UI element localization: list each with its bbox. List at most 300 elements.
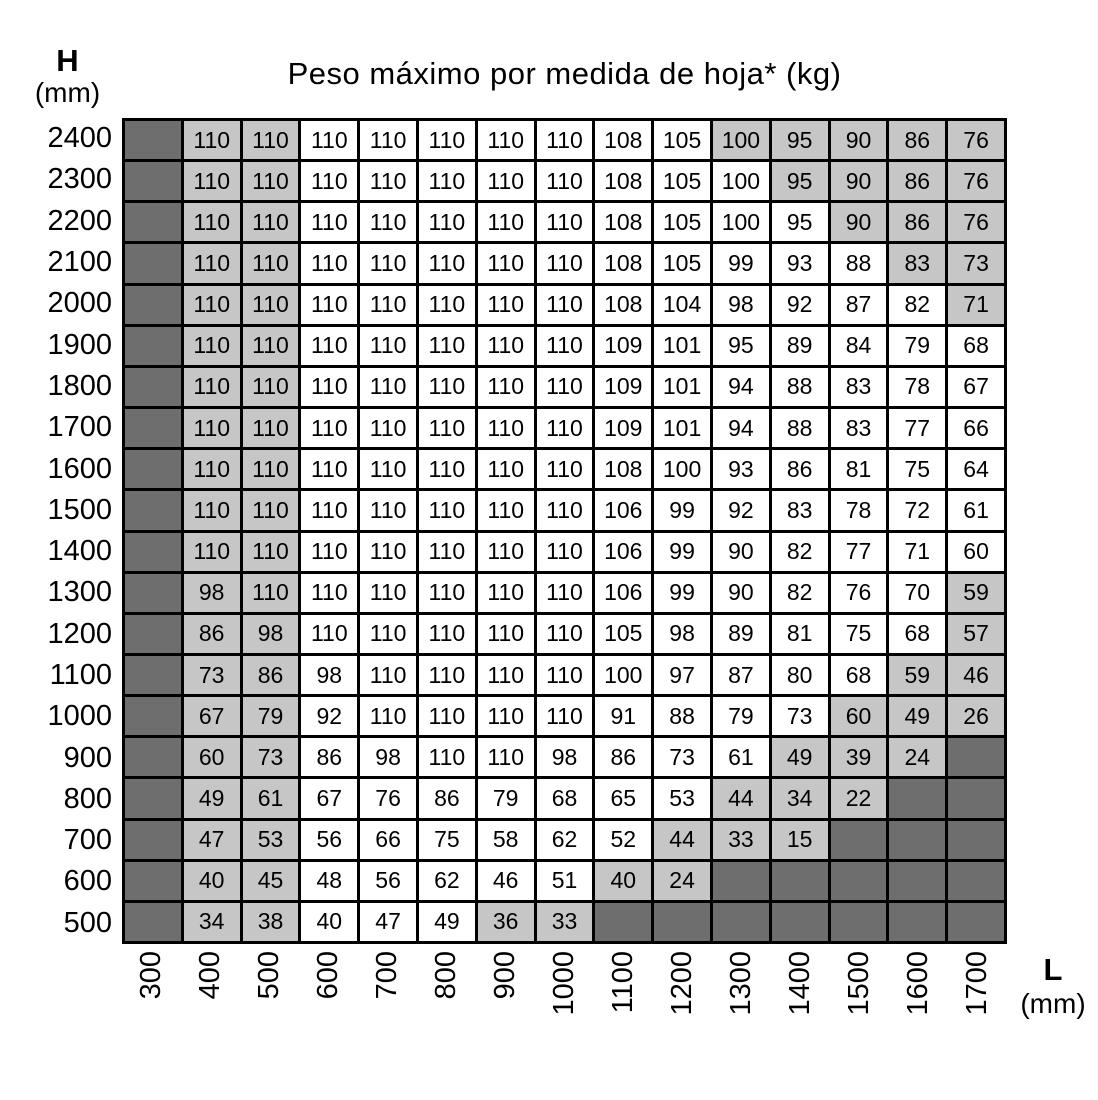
weight-cell: 92 [301, 697, 357, 735]
weight-cell: 110 [419, 327, 475, 365]
weight-cell: 101 [654, 409, 710, 447]
weight-cell: 110 [301, 574, 357, 612]
weight-cell: 109 [595, 368, 651, 406]
weight-cell: 101 [654, 368, 710, 406]
weight-cell: 110 [243, 244, 299, 282]
weight-cell [889, 903, 945, 941]
weight-cell: 47 [184, 821, 240, 859]
weight-cell: 110 [478, 491, 534, 529]
weight-cell: 110 [478, 368, 534, 406]
row-label: 1500 [47, 493, 112, 526]
weight-cell: 109 [595, 327, 651, 365]
weight-cell: 106 [595, 533, 651, 571]
weight-cell: 56 [301, 821, 357, 859]
row-label: 1400 [47, 535, 112, 568]
weight-cell: 98 [713, 286, 769, 324]
weight-cell: 110 [419, 203, 475, 241]
weight-cell: 93 [772, 244, 828, 282]
weight-cell: 110 [360, 244, 416, 282]
row-label: 1900 [47, 328, 112, 361]
weight-cell: 53 [243, 821, 299, 859]
weight-cell: 80 [772, 656, 828, 694]
weight-cell [125, 409, 181, 447]
col-label: 400 [194, 951, 226, 1000]
weight-cell: 110 [360, 697, 416, 735]
weight-cell: 67 [948, 368, 1004, 406]
weight-cell: 79 [713, 697, 769, 735]
weight-cell: 110 [478, 327, 534, 365]
weight-cell: 110 [537, 244, 593, 282]
weight-cell [772, 903, 828, 941]
weight-cell [125, 533, 181, 571]
weight-cell: 110 [478, 615, 534, 653]
weight-cell: 22 [831, 779, 887, 817]
weight-cell: 86 [184, 615, 240, 653]
weight-cell: 110 [360, 286, 416, 324]
weight-cell: 98 [360, 738, 416, 776]
weight-cell: 110 [243, 121, 299, 159]
weight-cell: 53 [654, 779, 710, 817]
weight-cell: 110 [419, 286, 475, 324]
weight-cell: 110 [537, 491, 593, 529]
weight-cell: 110 [301, 450, 357, 488]
weight-cell: 44 [713, 779, 769, 817]
weight-cell: 110 [419, 656, 475, 694]
weight-cell: 110 [419, 533, 475, 571]
row-label: 2100 [47, 246, 112, 279]
row-label: 1200 [47, 617, 112, 650]
weight-cell [125, 738, 181, 776]
weight-cell: 89 [772, 327, 828, 365]
weight-cell: 62 [537, 821, 593, 859]
weight-cell: 100 [713, 121, 769, 159]
weight-cell: 110 [478, 697, 534, 735]
weight-cell: 110 [537, 574, 593, 612]
weight-cell: 110 [478, 574, 534, 612]
weight-cell: 110 [184, 491, 240, 529]
weight-cell: 99 [713, 244, 769, 282]
weight-cell [125, 615, 181, 653]
weight-cell: 76 [948, 162, 1004, 200]
weight-cell [595, 903, 651, 941]
weight-cell: 68 [537, 779, 593, 817]
weight-cell [125, 697, 181, 735]
weight-cell: 110 [184, 121, 240, 159]
col-label: 300 [135, 951, 167, 1000]
weight-cell: 77 [889, 409, 945, 447]
weight-cell: 105 [654, 203, 710, 241]
weight-cell: 24 [889, 738, 945, 776]
weight-cell [125, 244, 181, 282]
weight-cell: 71 [889, 533, 945, 571]
weight-cell [772, 862, 828, 900]
weight-cell: 94 [713, 368, 769, 406]
row-label: 1600 [47, 452, 112, 485]
weight-cell: 110 [184, 533, 240, 571]
weight-cell: 90 [713, 574, 769, 612]
weight-cell: 76 [360, 779, 416, 817]
weight-cell: 75 [419, 821, 475, 859]
weight-cell: 110 [419, 368, 475, 406]
weight-cell: 73 [772, 697, 828, 735]
weight-cell: 92 [772, 286, 828, 324]
x-axis-title [1008, 952, 1098, 1020]
weight-cell: 110 [243, 327, 299, 365]
weight-cell: 60 [184, 738, 240, 776]
weight-cell [889, 862, 945, 900]
col-labels [122, 951, 1007, 1061]
weight-cell: 110 [478, 533, 534, 571]
weight-cell: 110 [537, 409, 593, 447]
chart-title: Peso máximo por medida de hoja* (kg) [287, 56, 842, 91]
row-label: 1300 [47, 576, 112, 609]
weight-cell: 110 [243, 450, 299, 488]
weight-cell: 68 [889, 615, 945, 653]
weight-cell [125, 368, 181, 406]
weight-cell: 68 [831, 656, 887, 694]
row-label: 600 [63, 865, 112, 898]
weight-cell: 95 [772, 162, 828, 200]
col-label: 1100 [607, 951, 639, 1014]
weight-cell: 58 [478, 821, 534, 859]
weight-cell: 108 [595, 450, 651, 488]
weight-cell: 110 [537, 533, 593, 571]
weight-cell [125, 286, 181, 324]
weight-cell: 92 [713, 491, 769, 529]
weight-cell [831, 903, 887, 941]
weight-cell: 110 [537, 162, 593, 200]
weight-cell: 86 [889, 203, 945, 241]
weight-cell: 110 [419, 574, 475, 612]
row-labels [0, 118, 112, 944]
weight-cell: 110 [360, 368, 416, 406]
col-label: 1300 [725, 951, 757, 1016]
weight-cell: 90 [713, 533, 769, 571]
row-label: 900 [63, 741, 112, 774]
weight-cell: 73 [948, 244, 1004, 282]
weight-cell: 105 [654, 244, 710, 282]
weight-cell: 48 [301, 862, 357, 900]
weight-cell: 65 [595, 779, 651, 817]
weight-cell: 49 [772, 738, 828, 776]
weight-cell: 110 [301, 203, 357, 241]
weight-cell [889, 779, 945, 817]
weight-cell: 52 [595, 821, 651, 859]
weight-cell: 36 [478, 903, 534, 941]
weight-cell: 59 [889, 656, 945, 694]
weight-cell: 110 [301, 368, 357, 406]
weight-cell: 34 [772, 779, 828, 817]
weight-cell: 110 [243, 203, 299, 241]
weight-cell: 110 [184, 203, 240, 241]
weight-cell [889, 821, 945, 859]
weight-cell [125, 574, 181, 612]
weight-cell: 49 [184, 779, 240, 817]
weight-cell: 88 [654, 697, 710, 735]
weight-cell: 110 [360, 121, 416, 159]
weight-cell: 110 [184, 244, 240, 282]
weight-cell: 110 [419, 615, 475, 653]
col-label: 600 [312, 951, 344, 1000]
weight-cell: 108 [595, 244, 651, 282]
weight-cell: 110 [478, 162, 534, 200]
weight-cell: 110 [537, 450, 593, 488]
weight-grid [122, 118, 1007, 944]
weight-cell: 110 [478, 286, 534, 324]
weight-cell: 110 [360, 615, 416, 653]
weight-cell [948, 779, 1004, 817]
weight-cell: 110 [184, 409, 240, 447]
weight-cell: 110 [537, 121, 593, 159]
weight-cell: 105 [654, 121, 710, 159]
weight-cell: 57 [948, 615, 1004, 653]
weight-cell: 33 [537, 903, 593, 941]
row-label: 1000 [47, 700, 112, 733]
weight-cell: 90 [831, 203, 887, 241]
weight-cell: 110 [243, 162, 299, 200]
weight-cell: 110 [419, 409, 475, 447]
weight-cell: 83 [889, 244, 945, 282]
weight-cell: 33 [713, 821, 769, 859]
weight-cell: 110 [478, 121, 534, 159]
weight-cell: 75 [889, 450, 945, 488]
col-label: 1500 [843, 951, 875, 1016]
weight-cell: 40 [184, 862, 240, 900]
weight-cell: 61 [713, 738, 769, 776]
weight-cell: 62 [419, 862, 475, 900]
weight-cell: 71 [948, 286, 1004, 324]
weight-cell: 110 [301, 615, 357, 653]
row-label: 2000 [47, 287, 112, 320]
weight-cell: 110 [301, 286, 357, 324]
weight-cell: 98 [301, 656, 357, 694]
weight-cell: 100 [713, 162, 769, 200]
weight-cell [125, 862, 181, 900]
weight-cell [654, 903, 710, 941]
weight-cell [125, 491, 181, 529]
weight-cell: 78 [889, 368, 945, 406]
weight-cell: 97 [654, 656, 710, 694]
weight-cell: 110 [478, 203, 534, 241]
weight-cell [125, 121, 181, 159]
weight-cell: 99 [654, 533, 710, 571]
weight-cell: 86 [243, 656, 299, 694]
row-label: 2200 [47, 204, 112, 237]
weight-cell: 64 [948, 450, 1004, 488]
weight-cell: 86 [772, 450, 828, 488]
weight-cell: 110 [537, 286, 593, 324]
x-axis-unit: (mm) [1020, 987, 1086, 1019]
weight-cell: 40 [595, 862, 651, 900]
weight-cell: 73 [654, 738, 710, 776]
weight-cell: 15 [772, 821, 828, 859]
weight-cell [125, 162, 181, 200]
weight-cell: 76 [831, 574, 887, 612]
weight-cell: 77 [831, 533, 887, 571]
weight-cell: 59 [948, 574, 1004, 612]
weight-cell: 110 [301, 491, 357, 529]
col-label: 1600 [902, 951, 934, 1016]
weight-cell: 60 [948, 533, 1004, 571]
weight-cell: 73 [243, 738, 299, 776]
weight-cell [948, 821, 1004, 859]
weight-cell: 46 [478, 862, 534, 900]
weight-cell: 86 [889, 162, 945, 200]
weight-cell: 87 [831, 286, 887, 324]
weight-cell: 110 [184, 162, 240, 200]
weight-cell: 110 [301, 162, 357, 200]
weight-cell: 98 [537, 738, 593, 776]
weight-cell: 110 [243, 409, 299, 447]
weight-cell: 86 [595, 738, 651, 776]
weight-cell: 109 [595, 409, 651, 447]
weight-cell: 83 [772, 491, 828, 529]
weight-cell: 110 [360, 656, 416, 694]
weight-cell: 86 [301, 738, 357, 776]
col-label: 1400 [784, 951, 816, 1016]
col-label: 1200 [666, 951, 698, 1016]
weight-cell [948, 903, 1004, 941]
weight-cell: 24 [654, 862, 710, 900]
weight-cell: 76 [948, 203, 1004, 241]
weight-cell: 100 [595, 656, 651, 694]
weight-cell: 61 [948, 491, 1004, 529]
weight-cell: 47 [360, 903, 416, 941]
weight-cell [948, 862, 1004, 900]
weight-cell: 110 [419, 697, 475, 735]
y-axis-unit: (mm) [34, 77, 101, 109]
weight-cell [713, 903, 769, 941]
weight-cell: 110 [537, 615, 593, 653]
weight-cell: 108 [595, 286, 651, 324]
weight-cell [713, 862, 769, 900]
weight-cell: 110 [184, 368, 240, 406]
weight-cell: 82 [772, 533, 828, 571]
weight-cell: 100 [654, 450, 710, 488]
weight-cell: 110 [419, 244, 475, 282]
weight-cell: 110 [419, 450, 475, 488]
weight-cell: 108 [595, 203, 651, 241]
weight-cell: 81 [831, 450, 887, 488]
row-label: 1100 [49, 659, 112, 691]
y-axis-title [15, 44, 120, 109]
weight-cell: 91 [595, 697, 651, 735]
weight-cell [831, 862, 887, 900]
weight-cell: 99 [654, 491, 710, 529]
weight-cell: 94 [713, 409, 769, 447]
weight-cell: 44 [654, 821, 710, 859]
weight-cell: 78 [831, 491, 887, 529]
col-label: 700 [371, 951, 403, 1000]
weight-cell [125, 450, 181, 488]
weight-cell: 83 [831, 368, 887, 406]
weight-cell: 98 [654, 615, 710, 653]
weight-cell: 66 [360, 821, 416, 859]
weight-cell [125, 656, 181, 694]
col-label: 1000 [548, 951, 580, 1016]
weight-cell: 61 [243, 779, 299, 817]
weight-cell: 88 [772, 409, 828, 447]
weight-cell: 88 [772, 368, 828, 406]
weight-cell: 106 [595, 491, 651, 529]
weight-cell: 87 [713, 656, 769, 694]
weight-cell: 56 [360, 862, 416, 900]
weight-cell: 110 [243, 574, 299, 612]
weight-cell: 51 [537, 862, 593, 900]
weight-cell [125, 903, 181, 941]
weight-cell: 110 [184, 286, 240, 324]
weight-cell: 95 [772, 121, 828, 159]
weight-cell: 95 [772, 203, 828, 241]
weight-cell: 79 [889, 327, 945, 365]
weight-cell: 68 [948, 327, 1004, 365]
row-label: 2400 [47, 122, 112, 155]
weight-cell [831, 821, 887, 859]
weight-cell: 98 [243, 615, 299, 653]
weight-cell: 110 [360, 409, 416, 447]
row-label: 1700 [47, 411, 112, 444]
weight-cell: 110 [360, 203, 416, 241]
weight-cell: 39 [831, 738, 887, 776]
row-label: 2300 [47, 163, 112, 196]
weight-cell: 38 [243, 903, 299, 941]
row-label: 500 [63, 906, 112, 939]
weight-cell: 93 [713, 450, 769, 488]
weight-cell: 110 [301, 244, 357, 282]
weight-cell: 82 [772, 574, 828, 612]
weight-cell: 88 [831, 244, 887, 282]
weight-cell: 86 [889, 121, 945, 159]
weight-cell: 83 [831, 409, 887, 447]
weight-cell: 46 [948, 656, 1004, 694]
weight-cell: 86 [419, 779, 475, 817]
weight-cell: 90 [831, 121, 887, 159]
weight-cell [125, 203, 181, 241]
weight-cell: 89 [713, 615, 769, 653]
weight-cell: 101 [654, 327, 710, 365]
weight-cell: 81 [772, 615, 828, 653]
weight-cell: 98 [184, 574, 240, 612]
col-label: 1700 [961, 951, 993, 1016]
weight-cell: 110 [360, 533, 416, 571]
weight-cell: 79 [243, 697, 299, 735]
weight-cell: 66 [948, 409, 1004, 447]
weight-cell: 110 [478, 409, 534, 447]
weight-cell: 100 [713, 203, 769, 241]
col-label: 900 [489, 951, 521, 1000]
weight-cell: 73 [184, 656, 240, 694]
weight-cell: 110 [537, 368, 593, 406]
weight-cell: 90 [831, 162, 887, 200]
weight-cell: 76 [948, 121, 1004, 159]
weight-cell: 49 [419, 903, 475, 941]
weight-cell: 40 [301, 903, 357, 941]
weight-cell: 26 [948, 697, 1004, 735]
weight-cell: 67 [301, 779, 357, 817]
weight-cell: 110 [243, 491, 299, 529]
weight-cell: 110 [478, 244, 534, 282]
weight-cell: 110 [301, 409, 357, 447]
weight-cell: 72 [889, 491, 945, 529]
weight-cell: 105 [595, 615, 651, 653]
weight-cell [125, 821, 181, 859]
row-label: 1800 [47, 369, 112, 402]
weight-cell: 110 [301, 327, 357, 365]
weight-cell: 99 [654, 574, 710, 612]
weight-cell: 34 [184, 903, 240, 941]
weight-cell: 110 [419, 491, 475, 529]
y-axis-letter: H [56, 43, 79, 78]
